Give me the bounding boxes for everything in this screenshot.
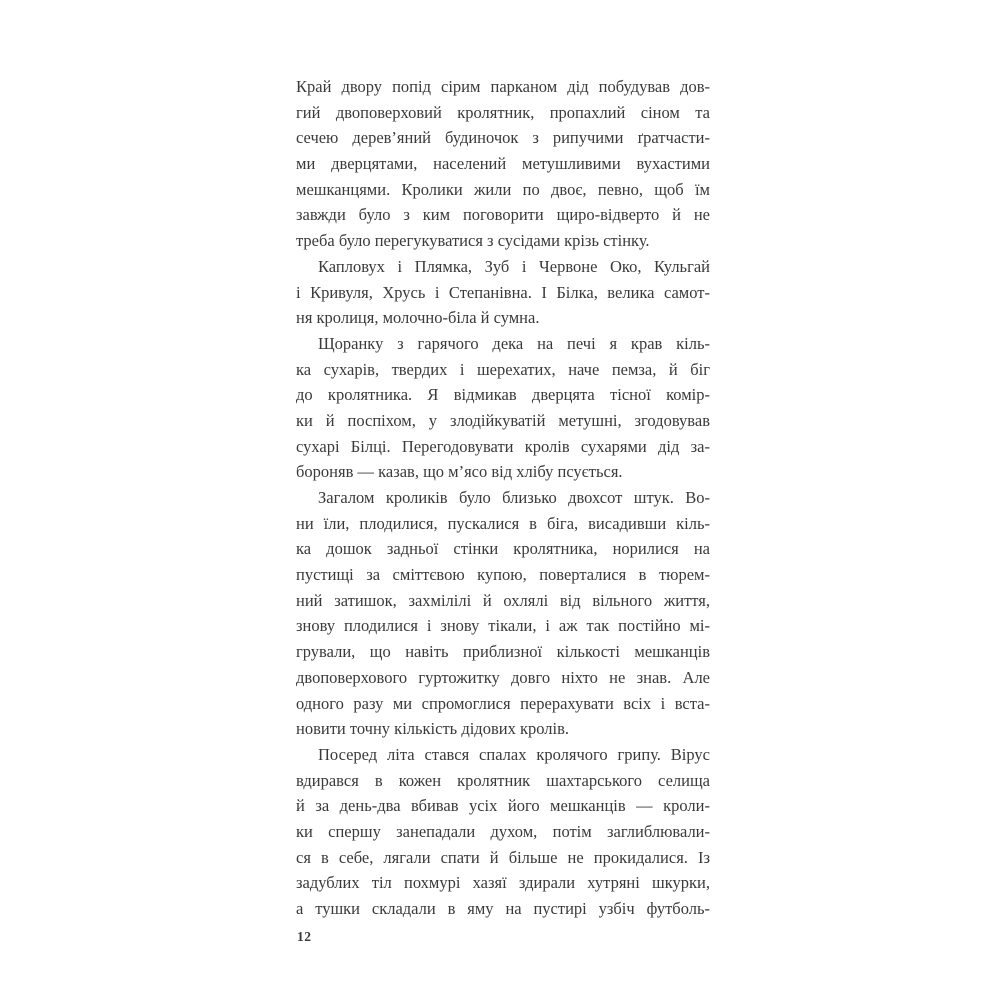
- text-line: а тушки складали в яму на пустирі узбіч футболь-: [296, 899, 710, 918]
- text-line: ся в себе, лягали спати й більше не прокидалися. Із: [296, 847, 710, 867]
- text-line: Капловух і Плямка, Зуб і Червоне Око, Кульгай: [318, 256, 710, 276]
- text-line: бороняв — казав, що м’ясо від хлібу псується.: [296, 462, 623, 482]
- text-line: і Кривуля, Хрусь і Степанівна. І Білка, велика самот-: [296, 282, 710, 302]
- page-number: 12: [297, 929, 312, 944]
- paragraph: [296, 254, 710, 331]
- text-block: [296, 74, 710, 922]
- text-line: сухарі Білці. Перегодовувати кролів сухарями дід за-: [296, 436, 710, 456]
- text-line: Посеред літа стався спалах кролячого грипу. Вірус: [318, 744, 710, 764]
- text-line: ний затишок, захмілілі й охлялі від вільного життя,: [296, 590, 710, 610]
- text-line: ка сухарів, твердих і шерехатих, наче пемза, й біг: [296, 359, 710, 379]
- text-line: ки спершу занепадали духом, потім заглиблювали-: [296, 821, 710, 841]
- text-line: мешканцями. Кролики жили по двоє, певно, щоб їм: [296, 179, 710, 199]
- paragraph: [296, 331, 710, 485]
- text-line: треба було перегукуватися з сусідами крізь стінку.: [296, 231, 650, 251]
- text-line: задублих тіл похмурі хазяї здирали хутряні шкурки,: [296, 873, 710, 893]
- text-line: ни їли, плодилися, пускалися в біга, висадивши кіль-: [296, 513, 710, 533]
- text-line: грували, що навіть приблизної кількості мешканців: [296, 642, 710, 662]
- text-line: знову плодилися і знову тікали, і аж так постійно мі-: [296, 616, 710, 636]
- paragraph: [296, 485, 710, 742]
- text-line: новити точну кількість дідових кролів.: [296, 719, 569, 739]
- text-line: ки й поспіхом, у злодійкуватій метушні, згодовував: [296, 410, 710, 430]
- text-line: ка дошок задньої стінки кролятника, норилися на: [296, 539, 710, 559]
- text-line: Загалом кроликів було близько двохсот штук. Во-: [318, 488, 710, 507]
- text-line: двоповерхового гуртожитку довго ніхто не знав. Але: [296, 667, 710, 687]
- text-line: вдирався в кожен кролятник шахтарського селища: [296, 770, 710, 790]
- text-line: Край двору попід сірим парканом дід побудував дов-: [296, 77, 710, 96]
- text-line: й за день-два вбивав усіх його мешканців — кроли-: [296, 796, 710, 816]
- text-line: завжди було з ким поговорити щиро-відверто й не: [296, 205, 710, 225]
- text-line: до кролятника. Я відмикав дверцята тісної комір-: [296, 385, 710, 405]
- text-line: Щоранку з гарячого дека на печі я крав кіль-: [318, 333, 710, 353]
- text-line: одного разу ми спромоглися перерахувати всіх і вста-: [296, 693, 710, 713]
- text-line: сечею дерев’яний будиночок з рипучими ґратчасти-: [296, 128, 710, 148]
- text-line: пустищі за сміттєвою купою, поверталися в тюрем-: [296, 565, 710, 585]
- text-line: гий двоповерховий кролятник, пропахлий сіном та: [296, 102, 710, 122]
- text-line: ня кролиця, молочно-біла й сумна.: [296, 308, 540, 328]
- text-line: ми дверцятами, населений метушливими вухастими: [296, 154, 710, 174]
- paragraph: [296, 742, 710, 922]
- paragraph: [296, 74, 710, 254]
